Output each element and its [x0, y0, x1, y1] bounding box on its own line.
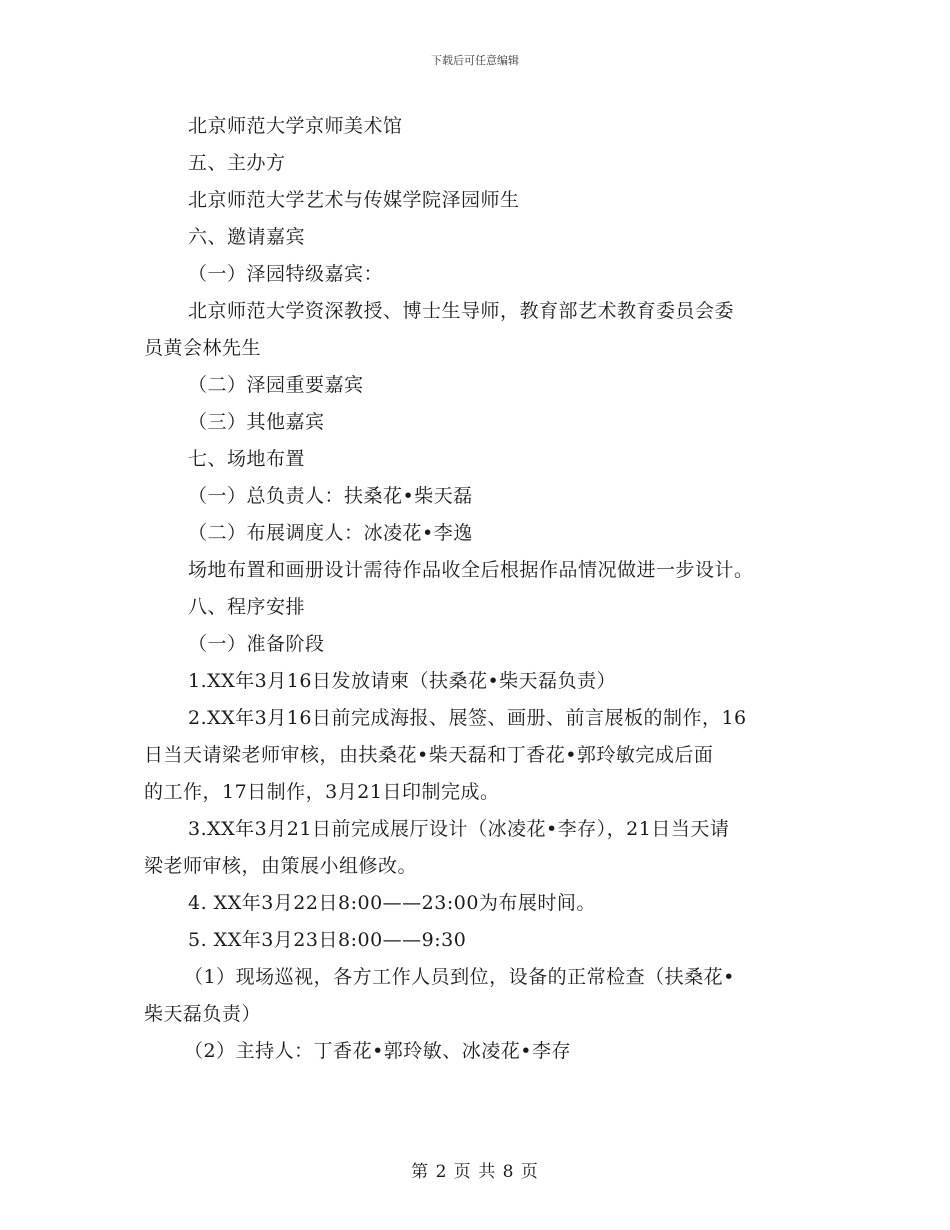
document-body	[144, 108, 814, 1070]
section-heading: 七、场地布置	[188, 448, 306, 470]
subsection-heading: （三）其他嘉宾	[188, 411, 325, 433]
paragraph-line: 北京师范大学京师美术馆	[188, 115, 403, 137]
paragraph-line: 梁老师审核，由策展小组修改。	[144, 855, 418, 877]
section-heading: 五、主办方	[188, 152, 286, 174]
list-item: （2）主持人：丁香花•郭玲敏、冰凌花•李存	[184, 1040, 572, 1062]
section-heading: 六、邀请嘉宾	[188, 226, 306, 248]
subsection-heading: （一）准备阶段	[188, 633, 325, 655]
paragraph-line: 北京师范大学资深教授、博士生导师，教育部艺术教育委员会委	[188, 300, 735, 322]
section-heading: 八、程序安排	[188, 596, 306, 618]
list-item: 4. XX年3月22日8:00——23:00为布展时间。	[188, 892, 596, 914]
subsection-heading: （二）泽园重要嘉宾	[188, 374, 364, 396]
subsection-heading: （二）布展调度人：冰凌花•李逸	[188, 522, 473, 544]
page-header: 下载后可任意编辑	[431, 54, 519, 67]
list-item: 1.XX年3月16日发放请柬（扶桑花•柴天磊负责）	[188, 670, 617, 692]
list-item: （1）现场巡视，各方工作人员到位，设备的正常检查（扶桑花•	[184, 966, 735, 988]
paragraph-line: 员黄会林先生	[144, 337, 262, 359]
list-item: 2.XX年3月16日前完成海报、展签、画册、前言展板的制作，16	[188, 707, 747, 729]
paragraph-line: 北京师范大学艺术与传媒学院泽园师生	[188, 189, 520, 211]
paragraph-line: 日当天请梁老师审核，由扶桑花•柴天磊和丁香花•郭玲敏完成后面	[144, 744, 714, 766]
paragraph-line: 场地布置和画册设计需待作品收全后根据作品情况做进一步设计。	[188, 559, 754, 581]
subsection-heading: （一）总负责人：扶桑花•柴天磊	[188, 485, 473, 507]
list-item: 3.XX年3月21日前完成展厅设计（冰凌花•李存），21日当天请	[188, 818, 730, 840]
paragraph-line: 的工作，17日制作，3月21日印制完成。	[144, 781, 500, 803]
paragraph-line: 柴天磊负责）	[144, 1003, 262, 1025]
subsection-heading: （一）泽园特级嘉宾：	[188, 263, 384, 285]
page-number: 第 2 页 共 8 页	[411, 1162, 539, 1182]
list-item: 5. XX年3月23日8:00——9:30	[188, 929, 467, 951]
